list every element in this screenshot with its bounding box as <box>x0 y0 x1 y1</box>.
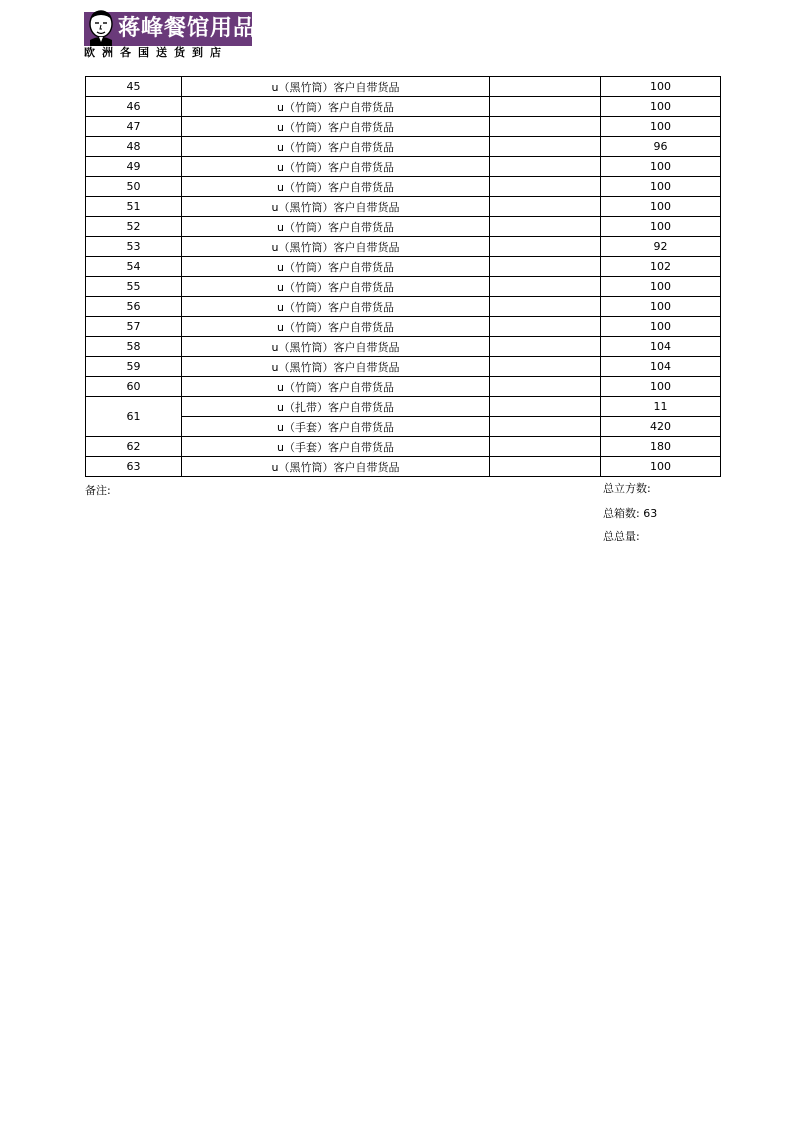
row-number: 57 <box>86 317 182 337</box>
table-row <box>86 337 721 357</box>
row-number: 61 <box>86 397 182 437</box>
table-row <box>86 77 721 97</box>
row-number: 47 <box>86 117 182 137</box>
item-description: u（黑竹筒）客户自带货品 <box>182 197 490 217</box>
logo-tagline: 欧洲各国送货到店 <box>84 46 228 59</box>
table-row <box>86 357 721 377</box>
table-row <box>86 137 721 157</box>
table-row <box>86 317 721 337</box>
table-row <box>86 117 721 137</box>
blank-cell <box>490 317 601 337</box>
item-quantity: 104 <box>601 357 721 377</box>
total-boxes-label: 总箱数: <box>603 507 640 520</box>
blank-cell <box>490 257 601 277</box>
item-quantity: 102 <box>601 257 721 277</box>
item-description: u（手套）客户自带货品 <box>182 437 490 457</box>
item-quantity: 420 <box>601 417 721 437</box>
logo-brand-text: 蒋峰餐馆用品 <box>118 16 257 41</box>
blank-cell <box>490 197 601 217</box>
blank-cell <box>490 237 601 257</box>
item-quantity: 100 <box>601 157 721 177</box>
remarks-label: 备注: <box>85 484 111 497</box>
blank-cell <box>490 97 601 117</box>
total-boxes-value: 63 <box>643 507 658 520</box>
goods-table <box>85 76 721 477</box>
table-row <box>86 237 721 257</box>
item-description: u（竹筒）客户自带货品 <box>182 217 490 237</box>
table-row <box>86 397 721 417</box>
table-row <box>86 217 721 237</box>
table-row <box>86 417 721 437</box>
blank-cell <box>490 137 601 157</box>
row-number: 53 <box>86 237 182 257</box>
person-portrait-icon <box>86 10 116 46</box>
item-quantity: 180 <box>601 437 721 457</box>
item-quantity: 100 <box>601 177 721 197</box>
row-number: 51 <box>86 197 182 217</box>
total-boxes <box>603 505 657 521</box>
row-number: 54 <box>86 257 182 277</box>
row-number: 45 <box>86 77 182 97</box>
item-description: u（竹筒）客户自带货品 <box>182 377 490 397</box>
item-quantity: 11 <box>601 397 721 417</box>
item-quantity: 100 <box>601 377 721 397</box>
item-description: u（竹筒）客户自带货品 <box>182 157 490 177</box>
item-quantity: 100 <box>601 217 721 237</box>
item-description: u（手套）客户自带货品 <box>182 417 490 437</box>
row-number: 58 <box>86 337 182 357</box>
table-row <box>86 177 721 197</box>
item-description: u（竹筒）客户自带货品 <box>182 297 490 317</box>
item-quantity: 100 <box>601 77 721 97</box>
blank-cell <box>490 77 601 97</box>
item-description: u（黑竹筒）客户自带货品 <box>182 237 490 257</box>
blank-cell <box>490 397 601 417</box>
table-row <box>86 277 721 297</box>
item-quantity: 104 <box>601 337 721 357</box>
blank-cell <box>490 157 601 177</box>
row-number: 63 <box>86 457 182 477</box>
item-description: u（竹筒）客户自带货品 <box>182 277 490 297</box>
table-row <box>86 457 721 477</box>
table-row <box>86 377 721 397</box>
blank-cell <box>490 437 601 457</box>
item-quantity: 92 <box>601 237 721 257</box>
blank-cell <box>490 217 601 237</box>
table-row <box>86 197 721 217</box>
row-number: 46 <box>86 97 182 117</box>
item-quantity: 100 <box>601 317 721 337</box>
item-quantity: 100 <box>601 277 721 297</box>
row-number: 56 <box>86 297 182 317</box>
item-description: u（黑竹筒）客户自带货品 <box>182 357 490 377</box>
item-quantity: 100 <box>601 117 721 137</box>
blank-cell <box>490 357 601 377</box>
item-description: u（扎带）客户自带货品 <box>182 397 490 417</box>
table-row <box>86 297 721 317</box>
item-description: u（黑竹筒）客户自带货品 <box>182 77 490 97</box>
blank-cell <box>490 117 601 137</box>
item-description: u（竹筒）客户自带货品 <box>182 257 490 277</box>
goods-table-body <box>86 77 721 477</box>
item-description: u（竹筒）客户自带货品 <box>182 137 490 157</box>
table-row <box>86 157 721 177</box>
item-description: u（竹筒）客户自带货品 <box>182 117 490 137</box>
item-quantity: 100 <box>601 457 721 477</box>
total-volume <box>603 480 651 496</box>
row-number: 60 <box>86 377 182 397</box>
row-number: 55 <box>86 277 182 297</box>
row-number: 48 <box>86 137 182 157</box>
blank-cell <box>490 377 601 397</box>
table-row <box>86 257 721 277</box>
table-row <box>86 97 721 117</box>
row-number: 50 <box>86 177 182 197</box>
item-quantity: 96 <box>601 137 721 157</box>
item-quantity: 100 <box>601 297 721 317</box>
item-description: u（竹筒）客户自带货品 <box>182 177 490 197</box>
blank-cell <box>490 177 601 197</box>
total-weight <box>603 528 640 544</box>
blank-cell <box>490 297 601 317</box>
blank-cell <box>490 417 601 437</box>
item-quantity: 100 <box>601 97 721 117</box>
table-row <box>86 437 721 457</box>
total-volume-label: 总立方数: <box>603 482 651 495</box>
item-description: u（黑竹筒）客户自带货品 <box>182 337 490 357</box>
item-description: u（黑竹筒）客户自带货品 <box>182 457 490 477</box>
item-quantity: 100 <box>601 197 721 217</box>
row-number: 49 <box>86 157 182 177</box>
row-number: 62 <box>86 437 182 457</box>
blank-cell <box>490 277 601 297</box>
company-logo <box>84 10 257 60</box>
blank-cell <box>490 337 601 357</box>
blank-cell <box>490 457 601 477</box>
row-number: 59 <box>86 357 182 377</box>
row-number: 52 <box>86 217 182 237</box>
total-weight-label: 总总量: <box>603 530 640 543</box>
item-description: u（竹筒）客户自带货品 <box>182 97 490 117</box>
item-description: u（竹筒）客户自带货品 <box>182 317 490 337</box>
